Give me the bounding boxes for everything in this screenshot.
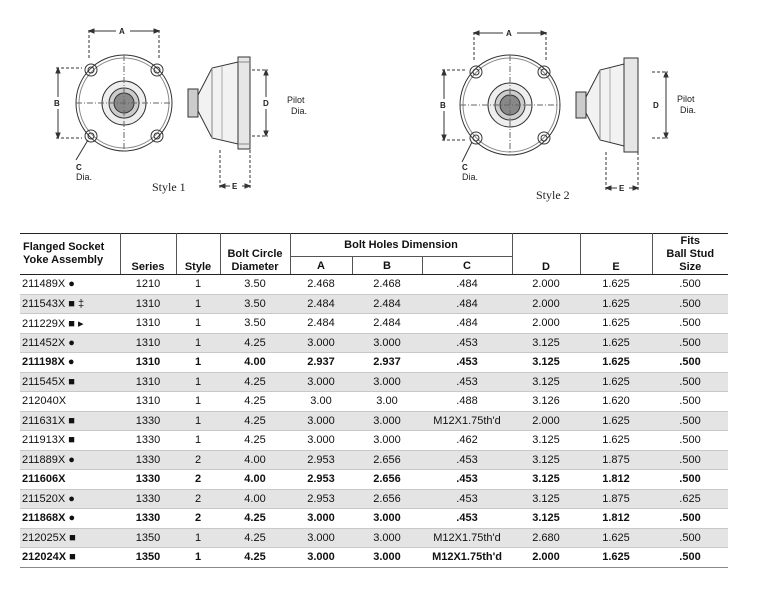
header-a: A [290,257,352,275]
dim-a-label: A [119,27,125,36]
style2-caption: Style 2 [536,188,570,202]
header-bolt-holes: Bolt Holes Dimension [290,234,512,257]
c-dia-label-2: Dia. [462,172,479,182]
pilot-label-2: Pilot [677,94,695,104]
table-row: 211868X ● 1330 2 4.25 3.000 3.000 .453 3.125 1.812 .500 [20,509,728,529]
header-series: Series [120,234,176,275]
header-fits: Fits Ball Stud Size [652,234,728,275]
yoke-diagrams [0,0,760,225]
dim-e-label: E [232,182,238,191]
dim-c-label: C [76,163,82,172]
pilot-label: Pilot [287,95,305,105]
header-bolt-circle: Bolt Circle Diameter [220,234,290,275]
style1-caption: Style 1 [152,180,186,194]
style2-side-view [576,58,668,194]
header-d: D [512,234,580,275]
table-row: 211606X 1330 2 4.00 2.953 2.656 .453 3.125 1.812 .500 [20,470,728,490]
style1-front-view [51,24,172,160]
header-assembly: Flanged Socket Yoke Assembly [20,234,120,275]
c-dia-label: Dia. [76,172,93,182]
dim-b-label: B [54,99,60,108]
table-row: 211889X ● 1330 2 4.00 2.953 2.656 .453 3.125 1.875 .500 [20,450,728,470]
table-row: 211452X ● 1310 1 4.25 3.000 3.000 .453 3.125 1.625 .500 [20,333,728,353]
table-row: 211543X ■ ‡ 1310 1 3.50 2.484 2.484 .484 2.000 1.625 .500 [20,294,728,314]
style1-side-view [188,57,272,192]
pilot-dia-label-2: Dia. [680,105,697,115]
header-b: B [352,257,422,275]
dim-d-label: D [263,99,269,108]
header-c: C [422,257,512,275]
table-row: 211545X ■ 1310 1 4.25 3.000 3.000 .453 3.125 1.625 .500 [20,372,728,392]
table-body [20,275,728,568]
yoke-drawing [0,0,760,225]
table-row: 212024X ■ 1350 1 4.25 3.000 3.000 M12X1.75th'd 2.000 1.625 .500 [20,548,728,568]
table-row: 211631X ■ 1330 1 4.25 3.000 3.000 M12X1.75th'd 2.000 1.625 .500 [20,411,728,431]
table-row: 212025X ■ 1350 1 4.25 3.000 3.000 M12X1.75th'd 2.680 1.625 .500 [20,528,728,548]
table-row: 212040X 1310 1 4.25 3.00 3.00 .488 3.126 1.620 .500 [20,392,728,412]
dim-e-label-2: E [619,184,625,193]
yoke-spec-table [20,233,728,568]
table-row: 211198X ● 1310 1 4.00 2.937 2.937 .453 3.125 1.625 .500 [20,353,728,373]
pilot-dia-label: Dia. [291,106,308,116]
table-row: 211913X ■ 1330 1 4.25 3.000 3.000 .462 3.125 1.625 .500 [20,431,728,451]
table-row: 211229X ■ ▸ 1310 1 3.50 2.484 2.484 .484 2.000 1.625 .500 [20,314,728,334]
dim-a-label-2: A [506,29,512,38]
table-row: 211520X ● 1330 2 4.00 2.953 2.656 .453 3.125 1.875 .625 [20,489,728,509]
dim-b-label-2: B [440,101,446,110]
header-e: E [580,234,652,275]
style2-front-view [437,26,560,162]
dim-d-label-2: D [653,101,659,110]
dim-c-label-2: C [462,163,468,172]
header-style: Style [176,234,220,275]
table-row: 211489X ● 1210 1 3.50 2.468 2.468 .484 2.000 1.625 .500 [20,275,728,295]
